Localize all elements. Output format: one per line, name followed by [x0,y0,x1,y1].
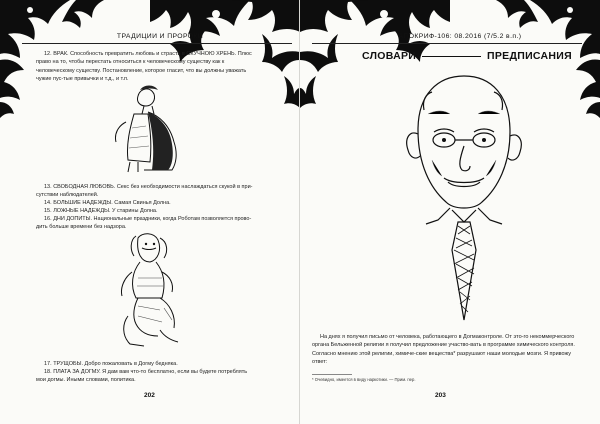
header-rule [22,43,292,44]
running-head-left: ТРАДИЦИИ И ПРОРОКИ [116,33,204,40]
dictionary-entry-18 [36,368,256,385]
entry-number: 17. [44,361,52,367]
cartoon-illustration-seated-robot-woman [108,232,192,350]
entry-number: 15. [44,208,52,214]
cartoon-illustration-bride-and-groom [104,82,190,174]
cartoon-portrait-bald-man-with-tie [388,70,538,324]
article-body: На днях я получил письмо от человека, работающего в Догмаконтроле. От это-го некоммерческого органа Бельженной религии я получил предложение участво-вать в программе химического контроля. Согласно мнению этой религии, химиче-ские вещества* разрушают наши молодые мозги. Я привожу ответ: [312,334,575,365]
running-head-right: АПОКРИФ-106: 08.2016 (7/5.2 в.п.) [398,33,522,40]
entry-number: 18. [44,369,52,375]
entry-number: 12. [44,51,52,57]
dictionary-entry-16 [36,215,256,232]
footnote-rule [312,374,352,375]
entry-number: 16. [44,216,52,222]
right-page [300,0,600,424]
entry-number: 13. [44,184,52,190]
section-title-right: ПРЕДПИСАНИЯ [486,50,572,62]
entry-text: БОЛЬШИЕ НАДЕЖДЫ. Самая Свинья Долна. [53,200,171,206]
dictionary-entry-12 [36,50,256,83]
entry-text: ВРАК. Способность превратить любовь и страсть в СКУЧНОЮ ХРЕНЬ. Плюс право на то, чтобы перестать относиться к человеческому существу как к человеческому существу. Постановление, которое гласит, что вы должны уважать чужие пус-тые привычки и т.д., и т.п. [36,51,252,82]
entry-text: ТРУЩОБЫ. Добро пожаловать в Догму бедняка. [53,361,178,367]
entry-text: ЛОЖНЫЕ НАДЕЖДЫ. У старины Долна. [53,208,158,214]
page-number-left: 202 [144,392,155,399]
entry-number: 14. [44,200,52,206]
title-dash [422,56,481,57]
header-rule [312,43,582,44]
section-title [362,48,572,64]
section-title-left: СЛОВАРИ [362,50,417,62]
entry-text: ДНИ ДОПИТЫ. Национальные праздники, когда Роботам позволяется прово-дить больше времени без надзора. [36,216,252,231]
entry-text: СВОБОДНАЯ ЛЮБОВЬ. Секс без необходимости наслаждаться скукой в при-сутствии наблюдателей. [36,184,253,199]
footnote: * Очевидно, имеется в виду наркотики. — Прим. пер. [312,377,416,382]
page-number-right: 203 [435,392,446,399]
dictionary-entry-13 [36,183,256,200]
entry-text: ПЛАТА ЗА ДОГМУ. Я дам вам что-то бесплатно, если вы будете потреблять мои догмы. Иными словами, политика. [36,369,248,384]
